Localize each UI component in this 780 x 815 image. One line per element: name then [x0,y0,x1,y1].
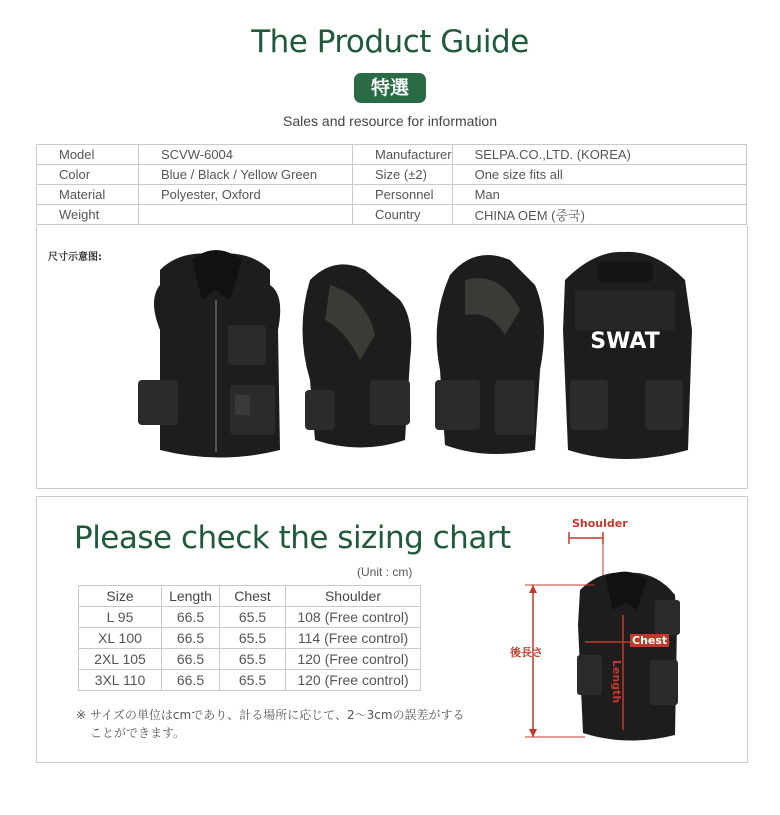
sizing-cell: XL 100 [79,628,162,649]
sizing-heading: Please check the sizing chart [74,520,511,556]
vest-angle-image [435,255,544,454]
page-title: The Product Guide [251,24,529,60]
sizing-cell: 3XL 110 [79,670,162,691]
sizing-cell: 2XL 105 [79,649,162,670]
sizing-cell: 65.5 [220,670,286,691]
sizing-row [79,670,421,691]
spec-label: Material [37,185,139,205]
sizing-note-line1: ※ サイズの単位はcmであり、計る場所に応じて、2～3cmの誤差がする [76,708,465,722]
spec-value: Blue / Black / Yellow Green [139,165,353,185]
sizing-cell: 65.5 [220,607,286,628]
sizing-cell: 114 (Free control) [286,628,421,649]
sizing-table [78,585,421,691]
photo-label: 尺寸示意图: [48,252,102,263]
spec-row [37,145,747,165]
spec-value: One size fits all [452,165,746,185]
vest-back-image [563,252,692,459]
sizing-cell: L 95 [79,607,162,628]
length-label: Length [610,660,623,704]
sizing-column-header: Chest [220,586,286,607]
spec-row [37,205,747,225]
spec-table [36,144,747,225]
sizing-column-header: Size [79,586,162,607]
sizing-row [79,607,421,628]
spec-value: Man [452,185,746,205]
vest-photos [120,240,700,470]
sizing-cell: 65.5 [220,628,286,649]
spec-label: Weight [37,205,139,225]
back-length-label: 後長さ [510,646,543,659]
sizing-cell: 120 (Free control) [286,670,421,691]
sizing-cell: 65.5 [220,649,286,670]
sizing-note-line2: ことができます。 [90,726,186,740]
sizing-cell: 66.5 [162,649,220,670]
special-badge: 特選 [354,73,426,103]
spec-value [139,205,353,225]
diagram-vest-image [577,572,680,741]
spec-label: Size (±2) [353,165,453,185]
swat-text: SWAT [590,329,660,354]
sizing-column-header: Shoulder [286,586,421,607]
chest-label: Chest [632,634,668,647]
spec-label: Color [37,165,139,185]
sizing-cell: 66.5 [162,607,220,628]
sizing-cell: 66.5 [162,628,220,649]
sizing-row [79,628,421,649]
vest-front-image [138,250,280,458]
shoulder-label: Shoulder [572,517,628,530]
sizing-column-header: Length [162,586,220,607]
spec-row [37,165,747,185]
spec-label: Manufacturer [353,145,453,165]
spec-row [37,185,747,205]
sizing-cell: 66.5 [162,670,220,691]
spec-label: Personnel [353,185,453,205]
unit-label: (Unit : cm) [357,565,413,579]
vest-side-image [303,264,412,447]
spec-value: Polyester, Oxford [139,185,353,205]
spec-value: SCVW-6004 [139,145,353,165]
page-subtitle: Sales and resource for information [283,113,497,129]
sizing-note [76,706,465,742]
sizing-cell: 120 (Free control) [286,649,421,670]
sizing-row [79,649,421,670]
spec-label: Country [353,205,453,225]
spec-value: CHINA OEM (중국) [452,205,746,225]
spec-value: SELPA.CO.,LTD. (KOREA) [452,145,746,165]
sizing-cell: 108 (Free control) [286,607,421,628]
measurement-diagram [505,515,715,750]
spec-label: Model [37,145,139,165]
